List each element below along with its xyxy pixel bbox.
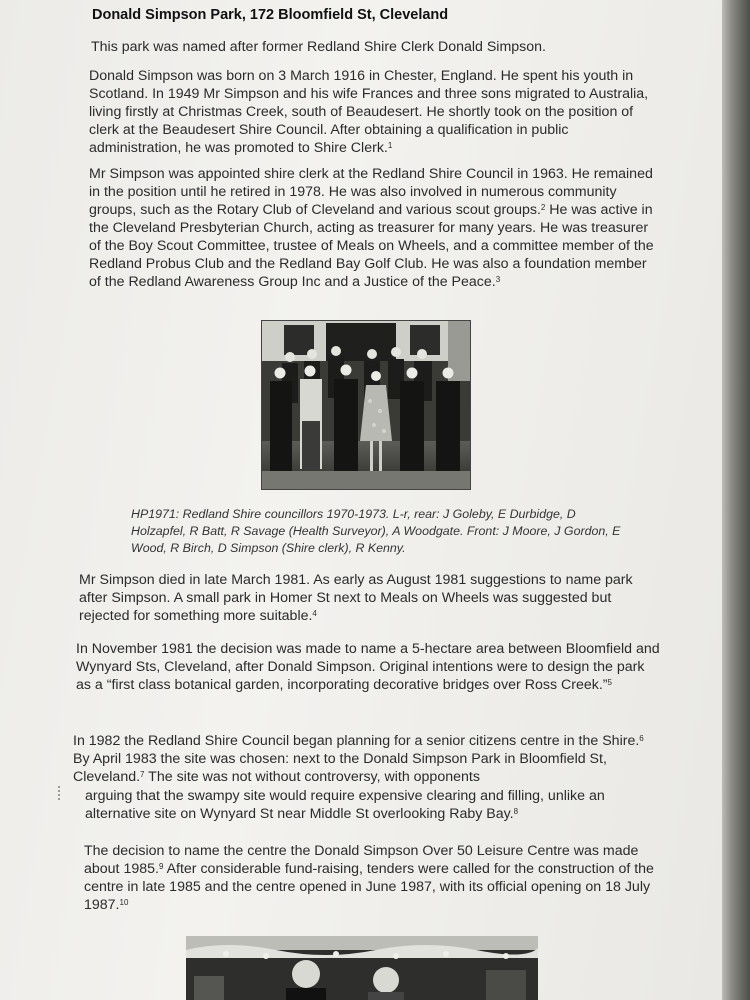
margin-mark [58, 786, 62, 800]
photo-caption: HP1971: Redland Shire councillors 1970-1973. L-r, rear: J Goleby, E Durbidge, D Holzapfel, R Batt, R Savage (Health Surveyor), A Woodgate. Front: J Moore, J Gordon, E Wood, R Birch, D Simpson (Shire clerk), R Kenny. [131, 507, 621, 555]
paragraph-controversy-text: arguing that the swampy site would require expensive clearing and filling, unlike an alternative site on Wynyard St near Middle St overlooking Raby Bay. [85, 788, 605, 822]
paragraph-naming [76, 640, 661, 694]
councillors-photo [261, 320, 471, 490]
paragraph-career [89, 165, 659, 291]
paragraph-naming-text: In November 1981 the decision was made to name a 5-hectare area between Bloomfield and Wynyard Sts, Cleveland, after Donald Simpson. Original intentions were to design the park as a “first class botanical garden, incorporating decorative bridges over Ross Creek.” [76, 641, 660, 693]
opening-photo [186, 936, 538, 1000]
opening-photo-image [186, 936, 538, 1000]
paragraph-centre-text-b: By April 1983 the site was chosen: next to the Donald Simpson Park in Bloomfield St, Cleveland. [73, 751, 607, 785]
footnote-10: 10 [119, 898, 129, 907]
footnote-3: 3 [495, 275, 501, 284]
page-edge [722, 0, 750, 1000]
paragraph-opening-text-a: The decision to name the centre the Donald Simpson Over 50 Leisure Centre was made about 1985. [84, 843, 639, 877]
footnote-7: 7 [140, 770, 145, 779]
paragraph-death [79, 571, 659, 625]
footnote-9: 9 [158, 862, 164, 871]
paragraph-centre-text-c: The site was not without controversy, with opponents [144, 769, 480, 785]
paragraph-career-text-a: Mr Simpson was appointed shire clerk at the Redland Shire Council in 1963. He remained in the position until he retired in 1978. He was also involved in numerous community groups, such as the Rotary Club of Cleveland and various scout groups. [89, 166, 653, 218]
councillors-photo-image [262, 321, 470, 489]
footnote-6: 6 [639, 734, 644, 743]
paragraph-opening [84, 842, 664, 914]
paragraph-opening-text-b: After considerable fund-raising, tenders were called for the construction of the centre in late 1985 and the centre opened in June 1987, with its official opening on 18 July 1987. [84, 861, 654, 913]
paragraph-centre-planning [73, 732, 661, 786]
paragraph-birth [89, 67, 657, 157]
footnote-2: 2 [540, 203, 546, 212]
footnote-1: 1 [387, 141, 393, 150]
paragraph-career-text-b: He was active in the Cleveland Presbyterian Church, acting as treasurer for many years. He was treasurer of the Boy Scout Committee, trustee of Meals on Wheels, and a committee member of the Redland Probus Club and the Redland Bay Golf Club. He was also a foundation member of the Redland Awareness Group Inc and a Justice of the Peace. [89, 202, 654, 290]
paragraph-controversy [85, 787, 660, 823]
paragraph-birth-text: Donald Simpson was born on 3 March 1916 in Chester, England. He spent his youth in Scotland. In 1949 Mr Simpson and his wife Frances and three sons migrated to Australia, living firstly at Christmas Creek, south of Beaudesert. He shortly took on the position of clerk at the Beaudesert Shire Council. After obtaining a qualification in public administration, he was promoted to Shire Clerk. [89, 68, 649, 156]
footnote-4: 4 [312, 609, 317, 618]
footnote-8: 8 [513, 807, 519, 816]
intro-paragraph: This park was named after former Redland Shire Clerk Donald Simpson. [91, 39, 546, 55]
paragraph-death-text: Mr Simpson died in late March 1981. As early as August 1981 suggestions to name park after Simpson. A small park in Homer St next to Meals on Wheels was suggested but rejected for something more suitable. [79, 572, 633, 624]
footnote-5: 5 [607, 678, 612, 687]
paragraph-centre-text-a: In 1982 the Redland Shire Council began planning for a senior citizens centre in the Shire. [73, 733, 640, 749]
document-title: Donald Simpson Park, 172 Bloomfield St, Cleveland [92, 7, 449, 23]
